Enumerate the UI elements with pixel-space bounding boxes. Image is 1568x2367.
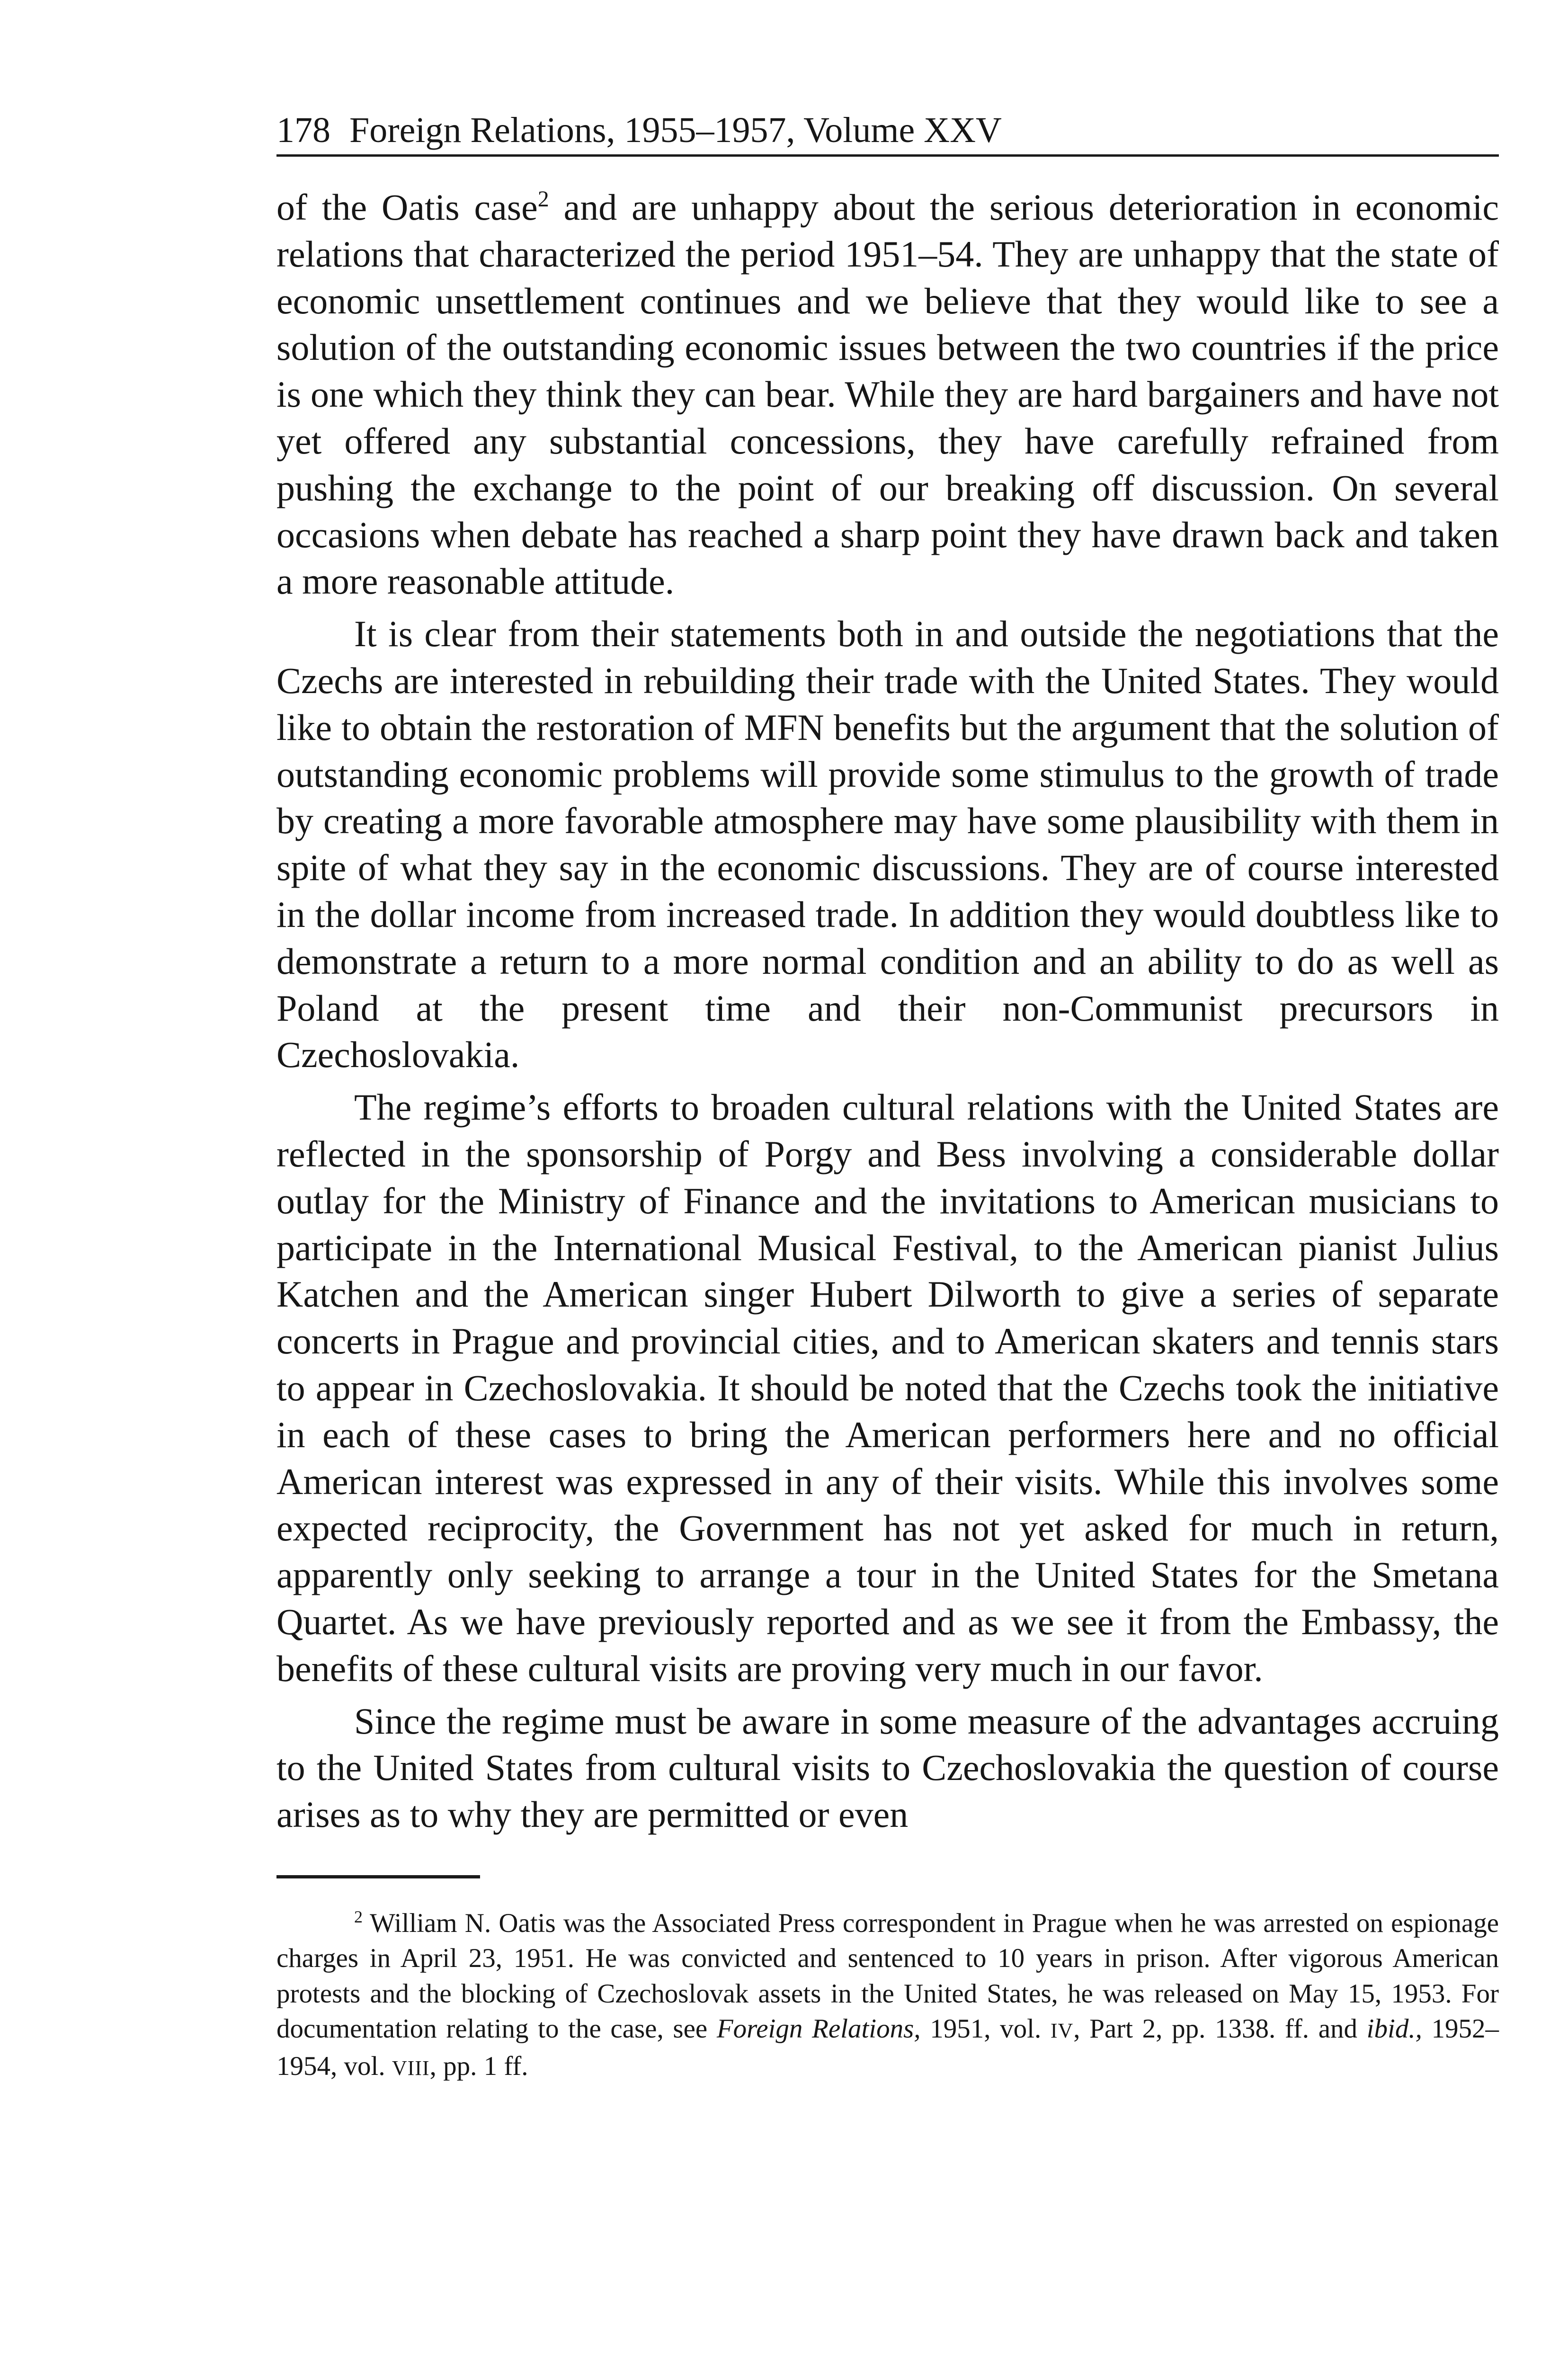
footnote-marker: 2 xyxy=(354,1907,363,1926)
footnote-ibid: ibid., xyxy=(1366,2014,1422,2044)
footnote-divider xyxy=(276,1875,480,1878)
paragraph-1-start: of the Oatis case xyxy=(276,187,538,228)
running-header xyxy=(276,109,1499,157)
footnote-text: 1952–1954, vol. xyxy=(276,2014,1499,2081)
paragraph-4: Since the regime must be aware in some measure of the advantages accruing to the United States from cultural visits to Czechoslovakia the question of course arises as to why they are permitted or even xyxy=(276,1700,1499,1835)
page-number: 178 xyxy=(276,110,330,150)
paragraph-1 xyxy=(276,184,1499,605)
body-text xyxy=(276,184,1499,1838)
footnote-text: , Part 2, pp. 1338. ff. and xyxy=(1073,2014,1367,2044)
footnote-reference[interactable]: 2 xyxy=(537,187,549,212)
footnote-text: , pp. 1 ff. xyxy=(429,2051,528,2081)
paragraph-3: The regime’s efforts to broaden cultural relations with the United States are reflected in the sponsorship of Porgy and Bess involving a considerable dollar outlay for the Ministry of Finance and the invitations to American musicians to participate in the International Musical Festival, to the American pianist Julius Katchen and the American singer Hubert Dilworth to give a series of separate concerts in Prague and provincial cities, and to American skaters and tennis stars to appear in Czechoslovakia. It should be noted that the Czechs took the initiative in each of these cases to bring the American performers here and no official American interest was expressed in any of their visits. While this involves some expected reciprocity, the Government has not yet asked for much in return, apparently only seeking to arrange a tour in the United States for the Smetana Quartet. As we have previously reported and as we see it from the Embassy, the benefits of these cultural visits are proving very much in our favor. xyxy=(276,1086,1499,1689)
footnote-source-title: Foreign Relations, xyxy=(716,2014,921,2044)
footnote-text: William N. Oatis was the Associated Press correspondent in Prague when he was arrested on espionage charges in April 23, 1951. He was convicted and sentenced to 10 years in prison. After vigorous American protests and the blocking of Czechoslovak assets in the United States, he was released on May 15, 1953. For documentation relating to the case, see xyxy=(276,1908,1499,2044)
footnote-volume: IV xyxy=(1050,2019,1074,2043)
paragraph-1-rest: and are unhappy about the serious deterioration in economic relations that characterized the period 1951–54. They are unhappy that the state of economic unsettlement continues and we believe that they would like to see a solution of the outstanding economic issues between the two countries if the price is one which they think they can bear. While they are hard bargainers and have not yet offered any substantial concessions, they have carefully refrained from pushing the exchange to the point of our breaking off discussion. On several occasions when debate has reached a sharp point they have drawn back and taken a more reasonable attitude. xyxy=(276,187,1499,602)
document-page xyxy=(276,109,1499,2086)
footnote-text: 1951, vol. xyxy=(920,2014,1051,2044)
footnote xyxy=(276,1906,1499,2086)
running-title: Foreign Relations, 1955–1957, Volume XXV xyxy=(349,110,1002,150)
paragraph-2: It is clear from their statements both in and outside the negotiations that the Czechs are interested in rebuilding their trade with the United States. They would like to obtain the restoration of MFN benefits but the argument that the solution of outstanding economic problems will provide some stimulus to the growth of trade by creating a more favorable atmosphere may have some plausibility with them in spite of what they say in the economic discussions. They are of course interested in the dollar income from increased trade. In addition they would doubtless like to demonstrate a return to a more normal condition and an ability to do as well as Poland at the present time and their non-Communist precursors in Czechoslovakia. xyxy=(276,613,1499,1076)
footnote-volume: VIII xyxy=(392,2056,430,2080)
